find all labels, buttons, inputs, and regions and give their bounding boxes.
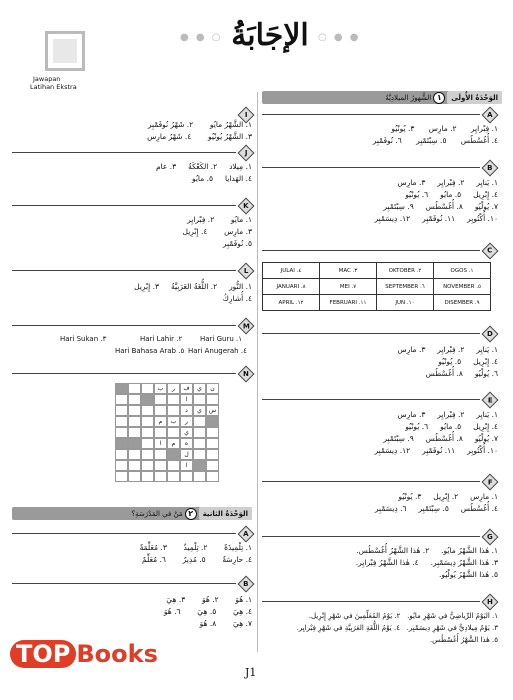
section-k-line2: ٣. مارِس ٤. إِبْرِيل — [182, 227, 252, 236]
section-u2a-line1: ١. تِلْمِيذَةٌ ٢. تِلْمِيذٌ ٣. مُعَلِّمَةٌ — [139, 543, 252, 552]
section-line — [12, 533, 236, 534]
month-translation-table — [262, 262, 491, 311]
label-latihan: Latihan Ekstra — [30, 83, 77, 91]
table-row — [263, 263, 491, 279]
crossword-cell: ر — [180, 416, 193, 427]
table-cell: OGOS .١ — [434, 263, 491, 279]
section-d-line2: ٤. إِبْرِيل ٥. يُونْيُو — [438, 357, 498, 366]
section-b-line1: ١. يَنايِر ٢. فِبْرايِر ٣. مارِس — [397, 178, 498, 187]
section-b-line4: ١٠. أُكْتُوبِر ١١. نُوفَمْبِر ١٢. دِيسَمْبِر — [374, 214, 498, 223]
section-b-line3: ٧. يُولْيُو ٨. أُغُسْطُس ٩. سِبْتَمْبِر — [383, 202, 498, 211]
section-m-item4: Hari Anugerah .٤ — [188, 347, 247, 355]
crossword-cell: ا — [180, 394, 193, 405]
crossword-cell — [115, 471, 128, 482]
crossword-cell — [154, 405, 167, 416]
crossword-grid — [115, 383, 225, 493]
crossword-cell: م — [167, 438, 180, 449]
section-a-line2: ٤. أُغُسْطُس ٥. سِبْتَمْبِر ٦. نُوفَمْبِر — [372, 136, 498, 145]
crossword-cell — [206, 460, 219, 471]
crossword-cell: م — [154, 416, 167, 427]
section-e-line2: ٤. إِبْرِيل ٥. مايُو ٦. يُونْيُو — [405, 422, 498, 431]
section-e-line1: ١. يَنايِر ٢. فِبْرايِر ٣. مارِس — [397, 410, 498, 419]
crossword-cell — [141, 416, 154, 427]
crossword-cell — [154, 394, 167, 405]
crossword-cell: ي — [193, 405, 206, 416]
crossword-cell — [193, 394, 206, 405]
table-cell: JANUARI .٨ — [263, 279, 320, 295]
section-g-line3: ٥. هٰذا الشَّهْرُ يُولْيُو. — [439, 570, 498, 579]
crossword-cell — [128, 438, 141, 449]
crossword-cell — [141, 383, 154, 394]
section-m-item2: Hari Lahir .٢ — [140, 335, 183, 343]
crossword-cell — [115, 405, 128, 416]
crossword-cell — [167, 394, 180, 405]
crossword-cell — [128, 471, 141, 482]
section-u2b-line1: ١. هُوَ ٢. هُوَ ٣. هِيَ — [166, 595, 252, 604]
section-j-line2: ٤. الهَدايا ٥. مايُو — [191, 174, 252, 183]
section-h-line1: ١. اليَوْمُ الرِّياضِيُّ في شَهْرِ مايُو. ٢. يَوْمُ المُعَلِّمِينَ في شَهْرِ إِبْرِيل. — [308, 612, 498, 620]
section-line — [12, 373, 236, 374]
section-e-line3: ٧. يُولْيُو ٨. أُغُسْطُس ٩. سِبْتَمْبِر — [383, 434, 498, 443]
section-d-line3: ٦. يُولْيُو ٨. أُغُسْطُس — [425, 369, 498, 378]
table-row — [263, 295, 491, 311]
section-m-item1: Hari Guru .١ — [200, 335, 242, 343]
section-i-line1: ١. الشَّهْرُ مايُو ٢. شَهْرُ نُوفَمْبِر — [147, 120, 252, 129]
unit2-tag: الوَحْدَةُ الثانية — [199, 507, 252, 520]
crossword-cell — [206, 438, 219, 449]
section-a-line1: ١. فِبْرايِر ٢. مارِس ٣. يُونْيُو — [391, 124, 498, 133]
crossword-cell: ي — [193, 383, 206, 394]
section-line — [262, 114, 480, 115]
unit2-title: مَنْ في المَدْرَسَةِ؟ — [131, 509, 183, 518]
crossword-cell — [193, 460, 206, 471]
section-j-line1: ١. مِيلاد ٢. الكَعْكَةُ ٣. عام — [155, 162, 252, 171]
section-line — [12, 205, 236, 206]
table-cell: FEBRUARI .١١ — [320, 295, 377, 311]
crossword-cell — [141, 405, 154, 416]
section-e-marker: E — [482, 392, 499, 409]
page-number: J1 — [245, 666, 257, 679]
table-cell: JULAI .٤ — [263, 263, 320, 279]
section-d-line1: ١. يَنايِر ٢. فِبْرايِر ٣. مارِس — [397, 345, 498, 354]
page-title: الإجَابَةُ — [231, 18, 309, 53]
crossword-cell: ف — [180, 383, 193, 394]
crossword-cell — [141, 460, 154, 471]
section-l-line1: ١. النُّور ٢. اللُّغَةُ العَرَبِيَّةُ ٣. إِبْرِيل — [134, 282, 252, 291]
crossword-cell — [193, 449, 206, 460]
section-u2a-marker: A — [238, 526, 255, 543]
crossword-cell — [206, 427, 219, 438]
section-line — [262, 250, 480, 251]
section-l-marker: L — [238, 263, 255, 280]
section-g-line1: ١. هٰذا الشَّهْرُ مايُو. ٢. هٰذا الشَّهْرُ أُغُسْطُس. — [356, 546, 498, 555]
crossword-cell — [167, 460, 180, 471]
crossword-cell — [141, 394, 154, 405]
label-jawapan: Jawapan — [33, 75, 61, 83]
decorative-dots-right: ○ ● ● — [318, 32, 361, 43]
crossword-cell — [115, 383, 128, 394]
section-line — [262, 601, 480, 602]
section-k-line3: ٥. نُوفَمْبِر — [222, 239, 252, 248]
unit2-header — [12, 507, 252, 520]
crossword-cell — [167, 471, 180, 482]
crossword-cell — [115, 460, 128, 471]
section-c-marker: C — [482, 243, 499, 260]
crossword-cell — [167, 449, 180, 460]
crossword-cell — [180, 471, 193, 482]
section-u2a-line2: ٤. حارِسَةٌ ٥. مُدِيرٌ ٦. مُعَلِّمٌ — [142, 555, 252, 564]
crossword-cell — [154, 460, 167, 471]
crossword-cell — [167, 427, 180, 438]
crossword-cell: س — [206, 405, 219, 416]
table-cell: SEPTEMBER .٦ — [377, 279, 434, 295]
crossword-cell: ب — [167, 416, 180, 427]
section-b-line2: ٤. إِبْرِيل ٥. مايُو ٦. يُونْيُو — [405, 190, 498, 199]
section-u2b-marker: B — [238, 576, 255, 593]
crossword-cell: ب — [154, 383, 167, 394]
section-m-item5: Hari Bahasa Arab .٥ — [115, 347, 185, 355]
table-cell: MEI .٧ — [320, 279, 377, 295]
section-m-item3: Hari Sukan .٣ — [60, 335, 107, 343]
section-k-marker: K — [238, 198, 255, 215]
section-line — [262, 481, 480, 482]
crossword-cell — [206, 471, 219, 482]
corner-decoration — [45, 31, 85, 71]
table-row — [263, 279, 491, 295]
unit2-number: ٢ — [185, 508, 197, 520]
crossword-cell — [115, 427, 128, 438]
section-h-marker: H — [482, 594, 499, 611]
crossword-cell — [206, 416, 219, 427]
crossword-cell — [128, 394, 141, 405]
section-f-line2: ٤. أُغُسْطُس ٥. سِبْتَمْبِر ٦. دِيسَمْبِر — [374, 504, 498, 513]
section-line — [262, 167, 480, 168]
crossword-cell: ل — [180, 449, 193, 460]
section-e-line4: ١٠. أُكْتُوبِر ١١. نُوفَمْبِر ١٢. دِيسَمْبِر — [374, 446, 498, 455]
crossword-cell — [167, 405, 180, 416]
topbooks-logo: TOP Books — [10, 640, 158, 668]
column-divider — [257, 92, 258, 652]
section-b-marker: B — [482, 160, 499, 177]
crossword-cell — [193, 471, 206, 482]
section-line — [262, 399, 480, 400]
section-l-line2: ٤. أُشارِكُ — [222, 294, 252, 303]
crossword-cell — [193, 427, 206, 438]
section-u2b-line2: ٤. هِيَ ٥. هِيَ ٦. هُوَ — [163, 607, 252, 616]
table-cell: NOVEMBER .٥ — [434, 279, 491, 295]
section-i-line2: ٣. الشَّهْرُ يُونْيُو ٤. شَهْرُ مارِس — [147, 132, 252, 141]
section-line — [12, 270, 236, 271]
crossword-cell — [141, 438, 154, 449]
unit1-number: ١ — [433, 92, 445, 104]
crossword-cell — [115, 449, 128, 460]
crossword-cell: ر — [167, 383, 180, 394]
crossword-cell — [141, 449, 154, 460]
crossword-cell — [128, 405, 141, 416]
section-d-marker: D — [482, 326, 499, 343]
crossword-cell — [154, 471, 167, 482]
table-cell: OKTOBER .٢ — [377, 263, 434, 279]
crossword-cell — [128, 449, 141, 460]
crossword-cell: ن — [206, 383, 219, 394]
section-line — [262, 333, 480, 334]
section-line — [262, 536, 480, 537]
crossword-cell — [128, 416, 141, 427]
section-j-marker: J — [238, 145, 255, 162]
crossword-cell — [193, 438, 206, 449]
crossword-cell — [141, 427, 154, 438]
unit1-tag: الوَحْدَةُ الأُولَى — [447, 91, 502, 104]
section-h-line3: ٥. هٰذا الشَّهْرُ أُغُسْطُس. — [429, 636, 498, 644]
crossword-cell — [141, 471, 154, 482]
section-f-line1: ١. مارِس ٢. إِبْرِيل ٣. يُونْيُو — [398, 492, 498, 501]
section-k-line1: ١. مايُو ٢. فِبْرايِر — [187, 215, 252, 224]
crossword-cell — [128, 383, 141, 394]
crossword-cell — [115, 394, 128, 405]
section-n-marker: N — [238, 366, 255, 383]
section-f-marker: F — [482, 474, 499, 491]
table-cell: APRIL .١٢ — [263, 295, 320, 311]
section-g-line2: ٣. هٰذا الشَّهْرُ دِيسَمْبِر. ٤. هٰذا الشَّهْرُ فِبْرايِر. — [355, 558, 498, 567]
section-line — [12, 152, 236, 153]
crossword-cell — [128, 427, 141, 438]
crossword-cell: ه — [180, 438, 193, 449]
section-g-marker: G — [482, 529, 499, 546]
decorative-dots-left: ● ● ○ — [180, 32, 223, 43]
table-cell: JUN .١٠ — [377, 295, 434, 311]
crossword-cell — [206, 449, 219, 460]
unit1-title: الشُّهورُ الميلادِيَّةُ — [385, 93, 432, 102]
section-h-line2: ٣. يَوْمٌ مِيلادِيٌّ في شَهْرِ دِيسَمْبِر. ٤. يَوْمُ اللُّغَةِ العَرَبِيَّةِ في شَهْرِ فِبْرايِر. — [296, 624, 498, 632]
section-i-marker: I — [238, 107, 255, 124]
table-cell: MAC .٣ — [320, 263, 377, 279]
unit1-header — [262, 91, 502, 104]
table-cell: DISEMBER .٩ — [434, 295, 491, 311]
crossword-cell — [206, 394, 219, 405]
section-m-marker: M — [238, 318, 255, 335]
crossword-cell — [115, 416, 128, 427]
section-line — [12, 325, 236, 326]
crossword-cell: ا — [180, 460, 193, 471]
crossword-cell — [154, 449, 167, 460]
crossword-cell: د — [180, 405, 193, 416]
crossword-cell — [193, 416, 206, 427]
crossword-cell — [115, 438, 128, 449]
crossword-cell: ي — [180, 427, 193, 438]
section-line — [12, 583, 236, 584]
crossword-cell — [154, 427, 167, 438]
crossword-cell — [128, 460, 141, 471]
section-a-marker: A — [482, 107, 499, 124]
crossword-cell: ا — [154, 438, 167, 449]
section-u2b-line3: ٧. هِيَ ٨. هُوَ — [199, 619, 252, 628]
